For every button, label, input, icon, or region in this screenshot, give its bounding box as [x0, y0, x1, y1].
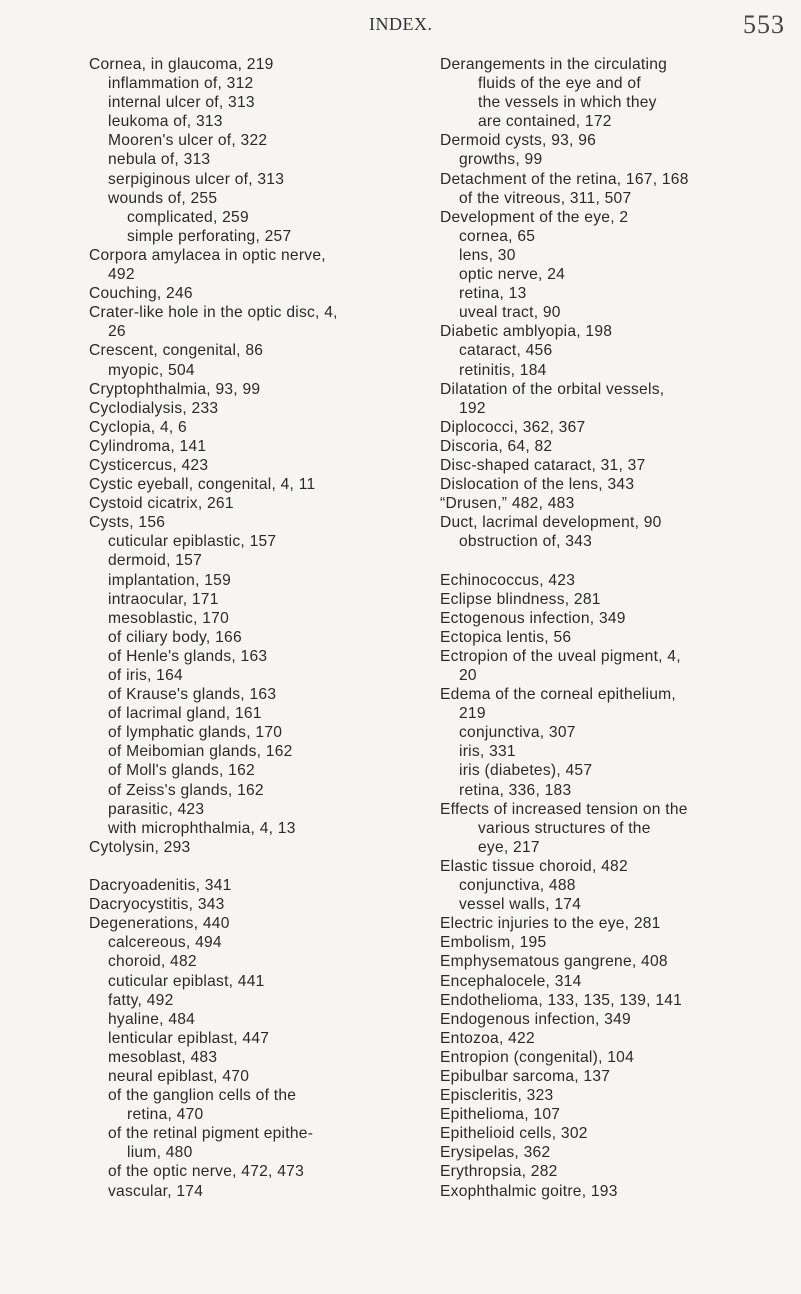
index-entry: Ectropion of the uveal pigment, 4,	[440, 647, 681, 665]
index-entry: Cylindroma, 141	[89, 437, 207, 455]
index-subentry: obstruction of, 343	[459, 533, 593, 551]
index-entry: Encephalocele, 314	[440, 972, 582, 990]
section-gap	[89, 857, 424, 876]
index-entry: Dermoid cysts, 93, 96	[440, 132, 597, 150]
index-subentry: retina, 13	[459, 285, 527, 303]
index-subentry: of the ganglion cells of the	[108, 1087, 297, 1105]
index-subentry: mesoblast, 483	[108, 1048, 218, 1066]
index-entry: Diplococci, 362, 367	[440, 418, 586, 436]
index-entry: Discoria, 64, 82	[440, 437, 553, 455]
index-subentry: myopic, 504	[108, 361, 195, 379]
index-entry: Disc-shaped cataract, 31, 37	[440, 456, 646, 474]
index-subentry: vessel walls, 174	[459, 896, 582, 914]
index-subentry: of Krause's glands, 163	[108, 686, 277, 704]
index-entry: Dislocation of the lens, 343	[440, 476, 635, 494]
index-subentry: of the vitreous, 311, 507	[459, 189, 632, 207]
index-entry: Duct, lacrimal development, 90	[440, 514, 662, 532]
index-entry: Echinococcus, 423	[440, 571, 576, 589]
index-subentry: Mooren's ulcer of, 322	[108, 132, 268, 150]
index-subentry: uveal tract, 90	[459, 304, 561, 322]
running-title: INDEX.	[369, 14, 433, 34]
index-subentry: 192	[459, 399, 486, 417]
index-subentry: of iris, 164	[108, 667, 183, 684]
index-subentry: hyaline, 484	[108, 1010, 196, 1028]
index-entry: Epibulbar sarcoma, 137	[440, 1067, 611, 1085]
index-entry: Cryptophthalmia, 93, 99	[89, 380, 261, 398]
index-subentry: cuticular epiblastic, 157	[108, 533, 277, 551]
index-subentry: of Zeiss's glands, 162	[108, 781, 264, 799]
index-entry: Corpora amylacea in optic nerve,	[89, 246, 326, 264]
index-subentry: simple perforating, 257	[127, 227, 292, 245]
index-subentry: the vessels in which they	[478, 94, 657, 112]
index-subentry: lenticular epiblast, 447	[108, 1029, 270, 1047]
index-entry: Erysipelas, 362	[440, 1144, 551, 1162]
index-column-right	[440, 55, 770, 1201]
index-entry: Crater-like hole in the optic disc, 4,	[89, 304, 338, 322]
index-subentry: inflammation of, 312	[108, 75, 254, 93]
index-subentry: intraocular, 171	[108, 590, 219, 608]
index-subentry: of Moll's glands, 162	[108, 762, 255, 780]
index-subentry: neural epiblast, 470	[108, 1067, 250, 1085]
index-subentry: retina, 336, 183	[459, 781, 572, 799]
index-entry: Cyclopia, 4, 6	[89, 418, 187, 436]
index-entry: “Drusen,” 482, 483	[440, 495, 575, 513]
index-subentry: eye, 217	[478, 838, 540, 856]
index-entry: Dilatation of the orbital vessels,	[440, 380, 665, 398]
page-header	[0, 10, 801, 42]
index-subentry: choroid, 482	[108, 953, 197, 971]
index-subentry: conjunctiva, 488	[459, 877, 576, 895]
index-subentry: growths, 99	[459, 151, 543, 169]
index-subentry: of ciliary body, 166	[108, 628, 242, 646]
index-entry: Cysts, 156	[89, 514, 166, 532]
index-subentry: various structures of the	[478, 819, 651, 837]
index-entry: Ectogenous infection, 349	[440, 609, 626, 627]
index-entry: Crescent, congenital, 86	[89, 342, 264, 360]
index-entry: Dacryocystitis, 343	[89, 896, 225, 914]
index-subentry: of lymphatic glands, 170	[108, 724, 283, 742]
index-column-left	[89, 55, 424, 1201]
index-entry: Electric injuries to the eye, 281	[440, 915, 661, 933]
index-entry: Cystoid cicatrix, 261	[89, 495, 234, 513]
index-entry: Diabetic amblyopia, 198	[440, 323, 613, 341]
index-subentry: of the optic nerve, 472, 473	[108, 1163, 304, 1181]
index-subentry: of lacrimal gland, 161	[108, 705, 262, 723]
index-subentry: with microphthalmia, 4, 13	[108, 819, 296, 837]
index-subentry: vascular, 174	[108, 1182, 204, 1200]
index-subentry: 219	[459, 705, 486, 723]
index-subentry: of the retinal pigment epithe-	[108, 1125, 314, 1143]
index-entry: Detachment of the retina, 167, 168	[440, 170, 689, 188]
index-subentry: conjunctiva, 307	[459, 724, 576, 742]
index-subentry: dermoid, 157	[108, 552, 203, 570]
index-entry: Episcleritis, 323	[440, 1087, 554, 1105]
index-subentry: retinitis, 184	[459, 361, 547, 379]
index-entry: Endothelioma, 133, 135, 139, 141	[440, 991, 683, 1009]
index-entry: Exophthalmic goitre, 193	[440, 1182, 618, 1200]
index-subentry: cuticular epiblast, 441	[108, 972, 265, 990]
index-entry: Couching, 246	[89, 285, 193, 303]
section-gap	[440, 551, 770, 570]
index-subentry: leukoma of, 313	[108, 113, 223, 131]
index-entry: Emphysematous gangrene, 408	[440, 953, 668, 971]
index-subentry: iris, 331	[459, 743, 516, 761]
index-subentry: lium, 480	[127, 1144, 193, 1162]
index-subentry: iris (diabetes), 457	[459, 762, 593, 780]
index-entry: Dacryoadenitis, 341	[89, 877, 232, 895]
index-entry: Epithelioid cells, 302	[440, 1125, 588, 1143]
index-subentry: mesoblastic, 170	[108, 609, 230, 627]
page-number: 553	[743, 10, 785, 39]
index-entry: Epithelioma, 107	[440, 1106, 561, 1124]
index-subentry: 20	[459, 667, 477, 684]
index-subentry: internal ulcer of, 313	[108, 94, 255, 112]
index-subentry: fluids of the eye and of	[478, 75, 641, 93]
index-subentry: of Meibomian glands, 162	[108, 743, 293, 761]
index-subentry: serpiginous ulcer of, 313	[108, 170, 285, 188]
index-subentry: are contained, 172	[478, 113, 612, 131]
index-entry: Elastic tissue choroid, 482	[440, 857, 628, 875]
index-subentry: cornea, 65	[459, 227, 536, 245]
index-entry: Edema of the corneal epithelium,	[440, 686, 676, 704]
index-entry: Ectopica lentis, 56	[440, 628, 572, 646]
index-subentry: complicated, 259	[127, 208, 249, 226]
index-subentry: parasitic, 423	[108, 800, 205, 818]
index-entry: Eclipse blindness, 281	[440, 590, 601, 608]
index-entry: Cornea, in glaucoma, 219	[89, 56, 274, 73]
index-entry: Embolism, 195	[440, 934, 547, 952]
index-entry: Erythropsia, 282	[440, 1163, 558, 1181]
index-subentry: cataract, 456	[459, 342, 553, 360]
index-subentry: fatty, 492	[108, 991, 174, 1009]
index-entry: Cysticercus, 423	[89, 456, 209, 474]
index-subentry: 492	[108, 266, 135, 284]
index-subentry: of Henle's glands, 163	[108, 647, 268, 665]
index-entry: Development of the eye, 2	[440, 208, 629, 226]
index-entry: Cytolysin, 293	[89, 838, 191, 856]
index-entry: Degenerations, 440	[89, 915, 230, 933]
index-subentry: wounds of, 255	[108, 189, 218, 207]
index-entry: Endogenous infection, 349	[440, 1010, 631, 1028]
index-subentry: optic nerve, 24	[459, 266, 566, 284]
index-entry: Entozoa, 422	[440, 1029, 535, 1047]
index-entry: Cyclodialysis, 233	[89, 399, 219, 417]
index-entry: Cystic eyeball, congenital, 4, 11	[89, 476, 316, 494]
index-entry: Entropion (congenital), 104	[440, 1048, 634, 1066]
index-subentry: calcereous, 494	[108, 934, 222, 952]
index-subentry: retina, 470	[127, 1106, 204, 1124]
index-entry: Derangements in the circulating	[440, 56, 668, 73]
index-subentry: nebula of, 313	[108, 151, 211, 169]
index-subentry: 26	[108, 323, 126, 341]
index-subentry: implantation, 159	[108, 571, 232, 589]
index-subentry: lens, 30	[459, 246, 516, 264]
index-entry: Effects of increased tension on the	[440, 800, 688, 818]
